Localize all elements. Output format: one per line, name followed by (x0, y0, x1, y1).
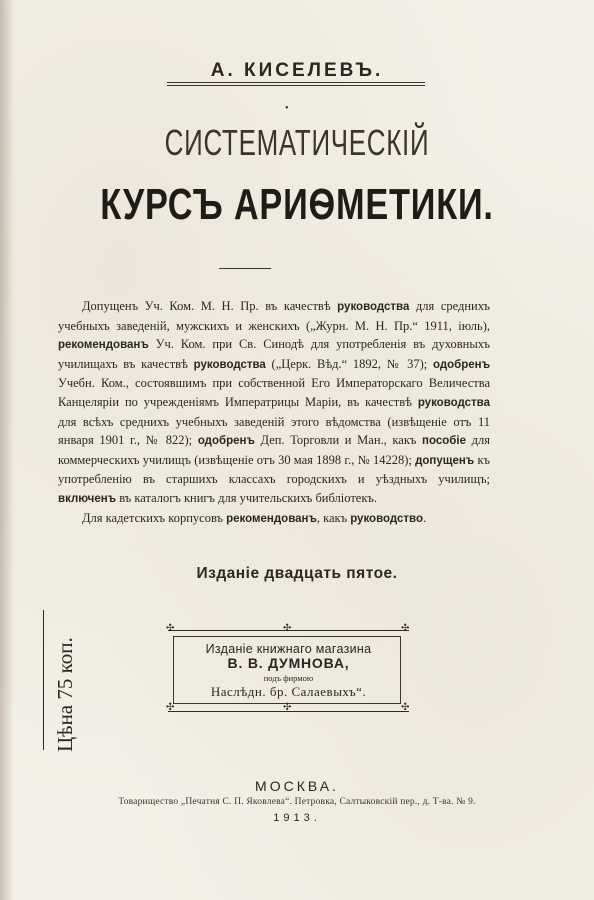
author-name: А. КИСЕЛЕВЪ. (210, 60, 384, 81)
page-edge-shadow (0, 0, 14, 900)
ornament-icon: ✣ (283, 623, 292, 634)
city: МОСКВА. (255, 778, 339, 794)
publisher-line-1: Изданіе книжнаго магазина (205, 642, 372, 656)
edition-statement: Изданіе двадцать пятое. (196, 565, 398, 582)
ornament-icon: ✣ (401, 702, 410, 713)
publication-year: 1913. (273, 812, 321, 824)
approval-paragraph-2: Для кадетскихъ корпусовъ рекомендованъ, какъ руководство. (82, 510, 427, 525)
price-label: Цѣна 75 коп. (53, 637, 77, 752)
publisher-line-3: подъ фирмою (263, 673, 314, 683)
author-rule-top (167, 82, 425, 83)
ornament-dot: • (285, 103, 289, 114)
ornament-icon: ✣ (166, 702, 175, 713)
title-divider (219, 268, 271, 269)
ornament-icon: ✣ (283, 702, 292, 713)
publisher-firm: Наслѣдн. бр. Салаевыхъ“. (210, 684, 367, 699)
author-rule-bottom (167, 85, 425, 86)
title-line-1: СИСТЕМАТИЧЕСКІЙ (164, 122, 430, 163)
title-line-2: КУРСЪ АРИѲМЕТИКИ. (100, 180, 494, 229)
publisher-box (166, 623, 410, 713)
ornament-icon: ✣ (166, 623, 175, 634)
ornament-icon: ✣ (401, 623, 410, 634)
approval-paragraph-1: Допущенъ Уч. Ком. М. Н. Пр. въ качествѣ руководства для среднихъ учебныхъ заведеній, мужскихъ и женскихъ („Журн. М. Н. Пр.“ 1911, іюль), рекомендованъ Уч. Ком. при Св. Синодѣ для употребленія въ духовныхъ училищахъ въ качествѣ руководства („Церк. Вѣд.“ 1892, № 37); одобренъ Учебн. Ком., состоявшимъ при собственной Его Императорскаго Величества Канцеляріи по учрежденіямъ Императрицы Маріи, въ качествѣ руководства для всѣхъ среднихъ учебныхъ заведеній этого вѣдомства (извѣщеніе отъ 11 января 1901 г., № 822); одобренъ Деп. Торговли и Ман., какъ пособіе для коммерческихъ училищъ (извѣщеніе отъ 30 мая 1898 г., № 14228); допущенъ къ употребленію въ старшихъ классахъ городскихъ и уѣздныхъ училищъ; включенъ въ каталогъ книгъ для учительскихъ библіотекъ. (58, 299, 491, 505)
publisher-name: В. В. ДУМНОВА, (227, 655, 350, 671)
printer-imprint: Товарищество „Печатня С. П. Яковлева“. Петровка, Салтыковскій пер., д. Т-ва. № 9. (118, 797, 476, 807)
approval-text (58, 297, 490, 528)
